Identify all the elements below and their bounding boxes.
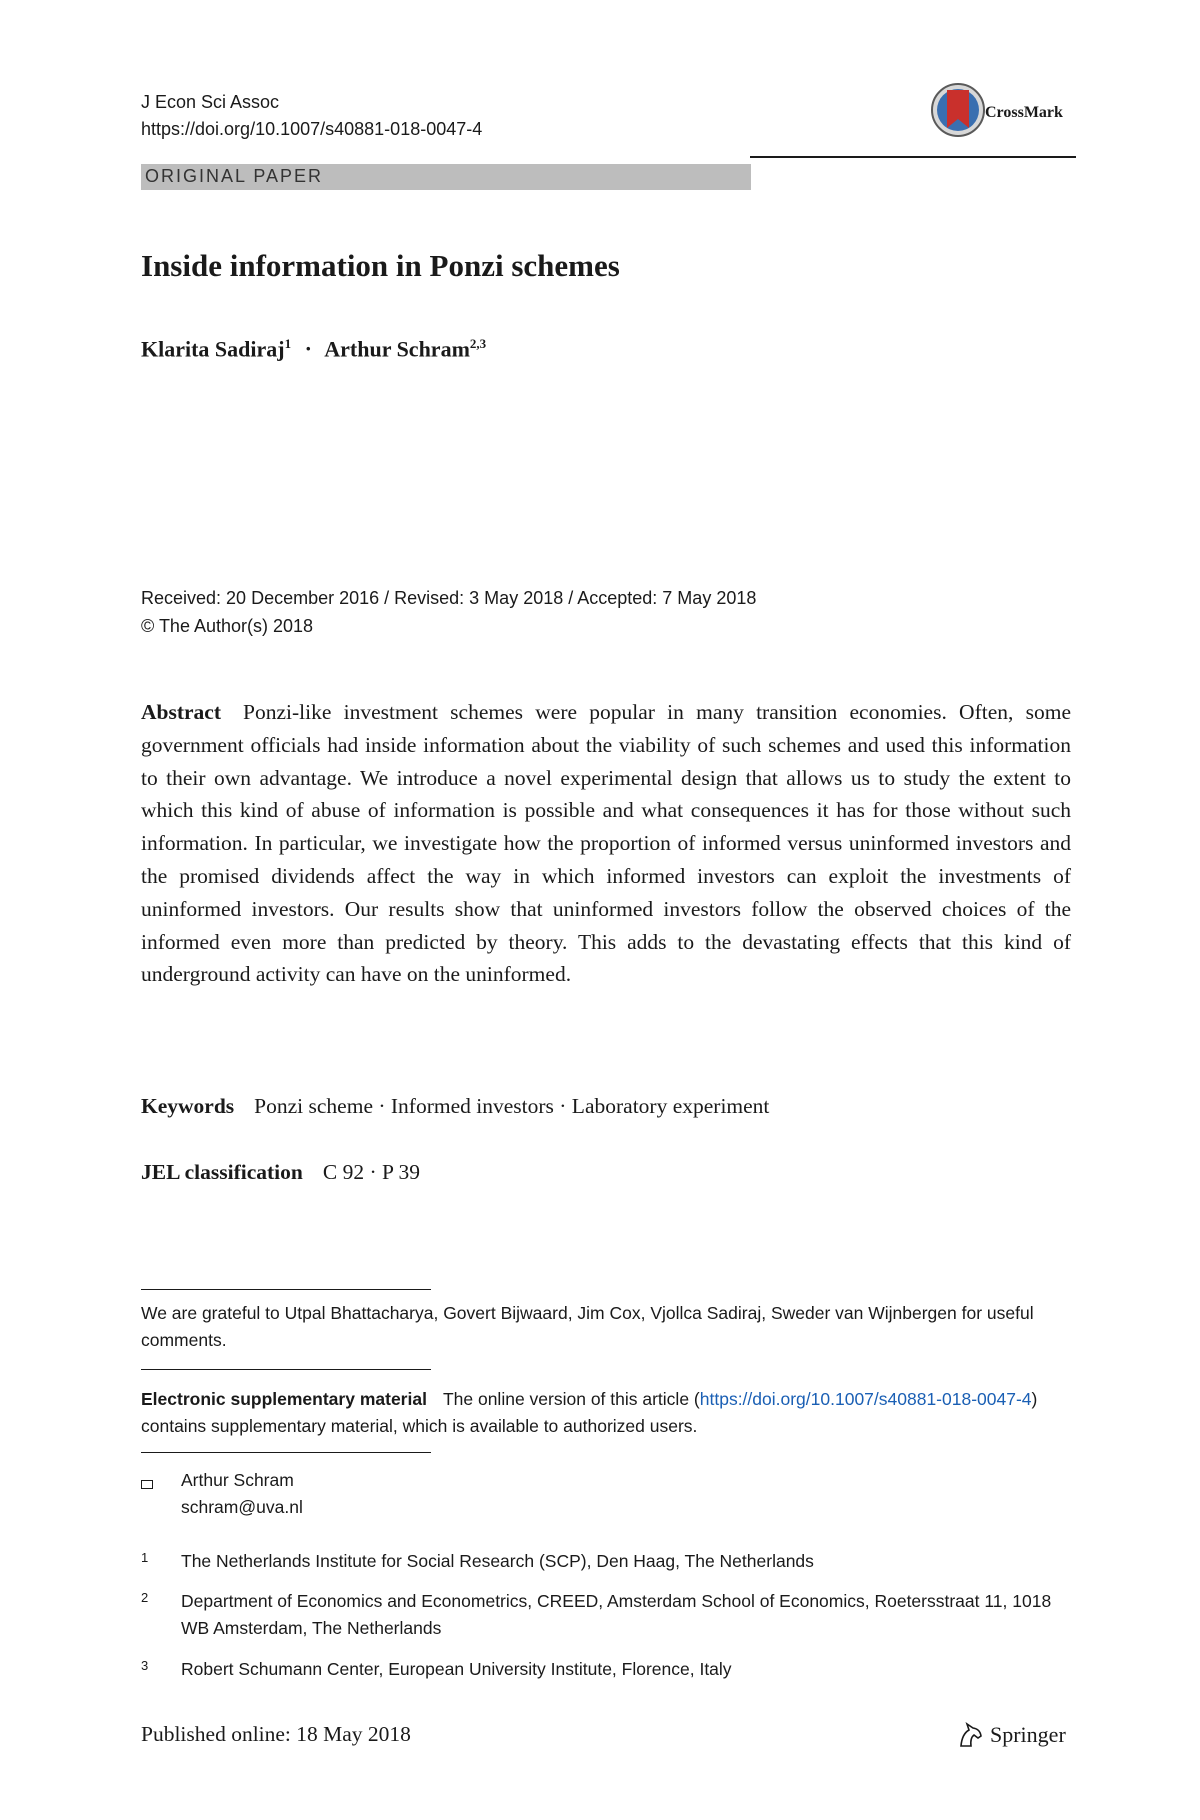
- journal-header: [141, 89, 482, 143]
- keywords-label: Keywords: [141, 1094, 235, 1118]
- esm-link[interactable]: https://doi.org/10.1007/s40881-018-0047-4: [699, 1389, 1032, 1409]
- acknowledgement-note: We are grateful to Utpal Bhattacharya, Govert Bijwaard, Jim Cox, Vjollca Sadiraj, Sweder van Wijnbergen for useful comments.: [141, 1303, 1034, 1350]
- doi-link[interactable]: https://doi.org/10.1007/s40881-018-0047-4: [141, 119, 483, 139]
- author-separator: ·: [304, 336, 312, 362]
- crossmark-icon: [930, 80, 1075, 140]
- header-rule: [750, 156, 1076, 158]
- esm-text-pre: The online version of this article (: [442, 1389, 700, 1409]
- publisher-name: Springer: [990, 1722, 1066, 1747]
- keywords-text: Ponzi scheme · Informed investors · Laboratory experiment: [254, 1094, 770, 1118]
- author-affiliation-ref: 2,3: [469, 336, 487, 351]
- jel-text: C 92 · P 39: [322, 1160, 421, 1184]
- esm-label: Electronic supplementary material: [141, 1389, 427, 1409]
- section-label: ORIGINAL PAPER: [145, 166, 324, 186]
- corresponding-name: Arthur Schram: [181, 1470, 294, 1490]
- esm-note: [141, 1386, 1071, 1440]
- author-name[interactable]: Klarita Sadiraj: [141, 336, 285, 362]
- affiliation-text: The Netherlands Institute for Social Research (SCP), Den Haag, The Netherlands: [181, 1551, 814, 1571]
- footnote-rule: [141, 1289, 431, 1290]
- crossmark-badge[interactable]: [930, 80, 1075, 140]
- corresponding-email[interactable]: schram@uva.nl: [181, 1497, 303, 1517]
- journal-name: J Econ Sci Assoc: [141, 92, 280, 112]
- footnote-rule: [141, 1369, 431, 1370]
- corresponding-author: [181, 1467, 303, 1521]
- copyright: © The Author(s) 2018: [141, 616, 314, 636]
- affiliation-number: 2: [141, 1590, 149, 1605]
- esm-text-post: ) contains supplementary material, which is available to authorized users.: [141, 1389, 1038, 1436]
- abstract-text: Ponzi-like investment schemes were popular in many transition economies. Often, some government officials had inside information about the viability of such schemes and used this information to their own advantage. We introduce a novel experimental design that allows us to study the extent to which this kind of abuse of information is possible and what consequences it has for those without such information. In particular, we investigate how the proportion of informed versus uninformed investors and the promised dividends affect the way in which informed investors can exploit the investments of uninformed investors. Our results show that uninformed investors follow the observed choices of the informed even more than predicted by theory. This adds to the devastating effects that this kind of underground activity can have on the uninformed.: [141, 700, 1071, 987]
- affiliation-number: 1: [141, 1550, 149, 1565]
- author-affiliation-ref: 1: [284, 336, 292, 351]
- published-date: Published online: 18 May 2018: [141, 1722, 411, 1746]
- affiliation-number: 3: [141, 1658, 149, 1673]
- footnote-rule: [141, 1452, 431, 1453]
- jel-classification: [141, 1160, 420, 1185]
- author-name[interactable]: Arthur Schram: [324, 336, 470, 362]
- crossmark-label: CrossMark: [985, 104, 1063, 121]
- jel-label: JEL classification: [141, 1160, 303, 1184]
- author-list: [141, 336, 486, 362]
- keywords: [141, 1094, 769, 1119]
- received-revised-accepted: Received: 20 December 2016 / Revised: 3 May 2018 / Accepted: 7 May 2018: [141, 588, 757, 608]
- springer-horse-icon: [956, 1720, 986, 1750]
- abstract: [141, 696, 1071, 991]
- history-dates: [141, 584, 756, 640]
- abstract-label: Abstract: [141, 700, 222, 724]
- envelope-icon: [141, 1480, 153, 1489]
- affiliation-text: Department of Economics and Econometrics, CREED, Amsterdam School of Economics, Roetersstraat 11, 1018 WB Amsterdam, The Netherlands: [181, 1591, 1052, 1638]
- affiliation-text: Robert Schumann Center, European University Institute, Florence, Italy: [181, 1659, 732, 1679]
- paper-title: Inside information in Ponzi schemes: [141, 248, 620, 283]
